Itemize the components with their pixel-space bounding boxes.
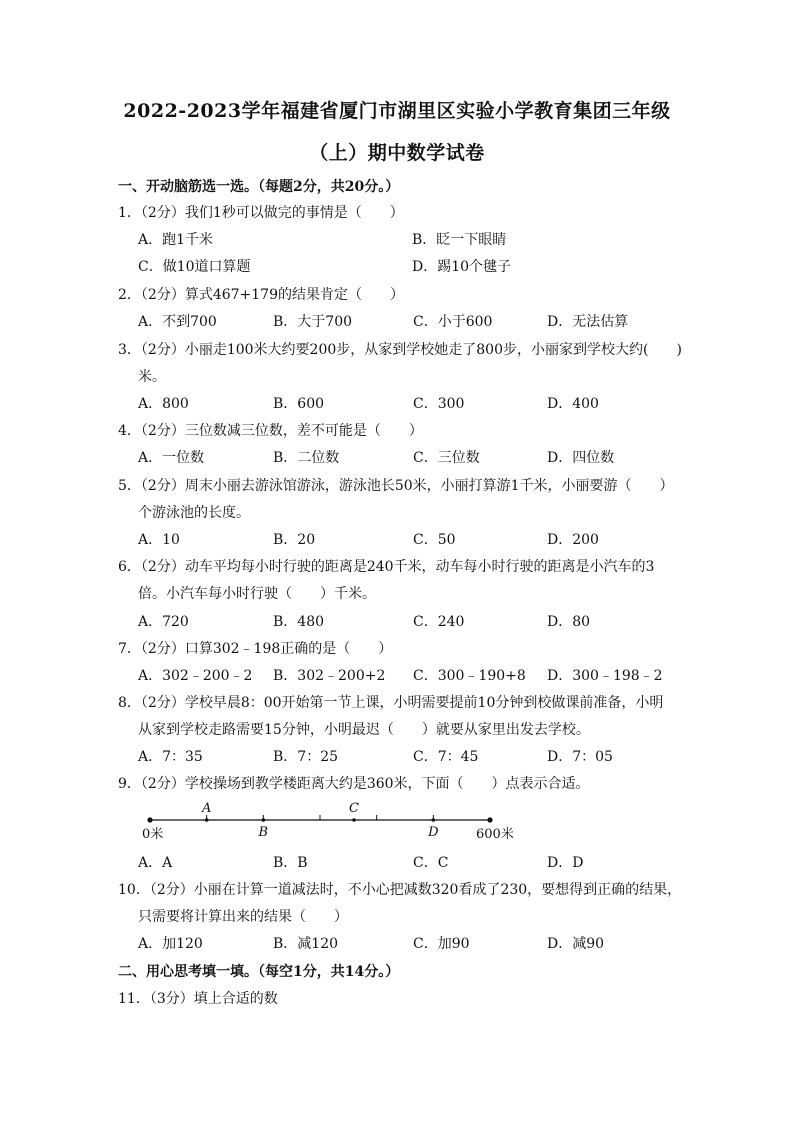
number-line-diagram (138, 796, 518, 846)
number-line-label-c: C (349, 801, 359, 816)
question-8-text: 8．（2分）学校早晨8：00开始第一节上课，小明需要提前10分钟到校做课前准备，小明 (118, 695, 664, 711)
question-5-text-cont: 个游泳池的长度。 (138, 505, 250, 521)
question-4-option-a: A．一位数 (138, 450, 205, 466)
question-6-option-d: D．80 (547, 614, 591, 630)
question-4-option-b: B．二位数 (273, 450, 340, 466)
question-5-text: 5．（2分）周末小丽去游泳馆游泳，游泳池长50米，小丽打算游1千米，小丽要游（ ） (118, 478, 674, 494)
number-line-label-a: A (201, 801, 212, 816)
question-2-text: 2．（2分）算式467+179的结果肯定（ ） (118, 287, 404, 303)
question-6-option-b: B．480 (273, 614, 325, 630)
question-1-option-b: B．眨一下眼睛 (412, 232, 507, 248)
question-3-option-d: D．400 (547, 396, 599, 412)
question-5-option-b: B．20 (273, 532, 316, 548)
question-8-option-d: D．7：05 (547, 749, 613, 765)
question-1-option-c: C．做10道口算题 (138, 259, 251, 275)
question-3-text-cont: 米。 (138, 369, 166, 385)
question-4-options (138, 447, 698, 467)
question-9-option-b: B．B (273, 855, 308, 871)
section-heading-fill: 二、用心思考填一填。（每空1分，共14分。） (118, 964, 400, 980)
question-3-options (138, 393, 698, 413)
question-10-text: 10．（2分）小丽在计算一道减法时，不小心把减数320看成了230，要想得到正确的结果， (118, 882, 682, 898)
section-heading-choice: 一、开动脑筋选一选。（每题2分，共20分。） (118, 179, 400, 195)
exam-title-line1: 2022-2023学年福建省厦门市湖里区实验小学教育集团三年级 (123, 100, 671, 122)
question-2-option-a: A．不到700 (138, 314, 217, 330)
question-11-text: 11．（3分）填上合适的数 (118, 991, 278, 1007)
question-7-option-b: B．302﹣200+2 (273, 668, 386, 684)
question-10-option-d: D．减90 (547, 936, 605, 952)
question-7-text: 7．（2分）口算302﹣198正确的是（ ） (118, 641, 393, 657)
question-4-option-d: D．四位数 (547, 450, 615, 466)
number-line-start-label: 0米 (142, 827, 164, 842)
question-2-option-c: C．小于600 (413, 314, 493, 330)
question-2-option-b: B．大于700 (273, 314, 353, 330)
question-5-options (138, 529, 698, 549)
question-7-options (138, 665, 698, 685)
number-line-label-d: D (428, 825, 439, 840)
question-8-options (138, 746, 698, 766)
question-1-options (138, 229, 698, 249)
question-6-text-cont: 倍。小汽车每小时行驶（ ）千米。 (138, 586, 376, 602)
number-line-point-a (205, 818, 209, 822)
question-7-option-a: A．302﹣200﹣2 (138, 668, 253, 684)
question-1-options-row2 (138, 256, 698, 276)
question-7-option-c: C．300﹣190+8 (413, 668, 526, 684)
question-10-option-c: C．加90 (413, 936, 470, 952)
question-3-option-b: B．600 (273, 396, 325, 412)
question-6-option-c: C．240 (413, 614, 465, 630)
question-4-option-c: C．三位数 (413, 450, 480, 466)
question-8-option-a: A．7：35 (138, 749, 203, 765)
question-10-text-cont: 只需要将计算出来的结果（ ） (138, 909, 348, 925)
question-9-option-c: C．C (413, 855, 449, 871)
question-3-option-a: A．800 (138, 396, 189, 412)
question-8-option-b: B．7：25 (273, 749, 339, 765)
question-10-option-a: A．加120 (138, 936, 203, 952)
number-line-end-label: 600米 (476, 827, 514, 842)
question-2-options (138, 311, 698, 331)
question-4-text: 4．（2分）三位数减三位数，差不可能是（ ） (118, 423, 423, 439)
question-8-option-c: C．7：45 (413, 749, 479, 765)
question-9-options (138, 852, 698, 872)
question-9-text: 9．（2分）学校操场到教学楼距离大约是360米，下面（ ）点表示合适。 (118, 776, 590, 792)
question-6-text: 6．（2分）动车平均每小时行驶的距离是240千米，动车每小时行驶的距离是小汽车的3 (118, 559, 655, 575)
number-line-endpoint (487, 817, 492, 822)
question-10-option-b: B．减120 (273, 936, 339, 952)
question-3-option-c: C．300 (413, 396, 465, 412)
question-2-option-d: D．无法估算 (547, 314, 629, 330)
question-5-option-c: C．50 (413, 532, 456, 548)
question-1-text: 1．（2分）我们1秒可以做完的事情是（ ） (118, 205, 404, 221)
number-line-point-c (352, 818, 356, 822)
number-line-endpoint (147, 817, 152, 822)
question-10-options (138, 933, 698, 953)
question-9-option-d: D．D (547, 855, 584, 871)
number-line-point-b (262, 818, 266, 822)
question-1-option-d: D．踢10个毽子 (412, 259, 512, 275)
question-8-text-cont: 从家到学校走路需要15分钟，小明最迟（ ）就要从家里出发去学校。 (138, 722, 590, 738)
question-5-option-a: A．10 (138, 532, 180, 548)
question-9-option-a: A．A (138, 855, 173, 871)
question-3-text: 3．（2分）小丽走100米大约要200步，从家到学校她走了800步，小丽家到学校大约( ) (118, 342, 682, 358)
question-7-option-d: D．300﹣198﹣2 (547, 668, 663, 684)
question-6-option-a: A．720 (138, 614, 189, 630)
number-line-label-b: B (258, 825, 269, 840)
exam-title-line2: （上）期中数学试卷 (309, 142, 485, 164)
question-6-options (138, 611, 698, 631)
question-1-option-a: A．跑1千米 (138, 232, 214, 248)
question-5-option-d: D．200 (547, 532, 599, 548)
number-line-point-d (432, 818, 436, 822)
